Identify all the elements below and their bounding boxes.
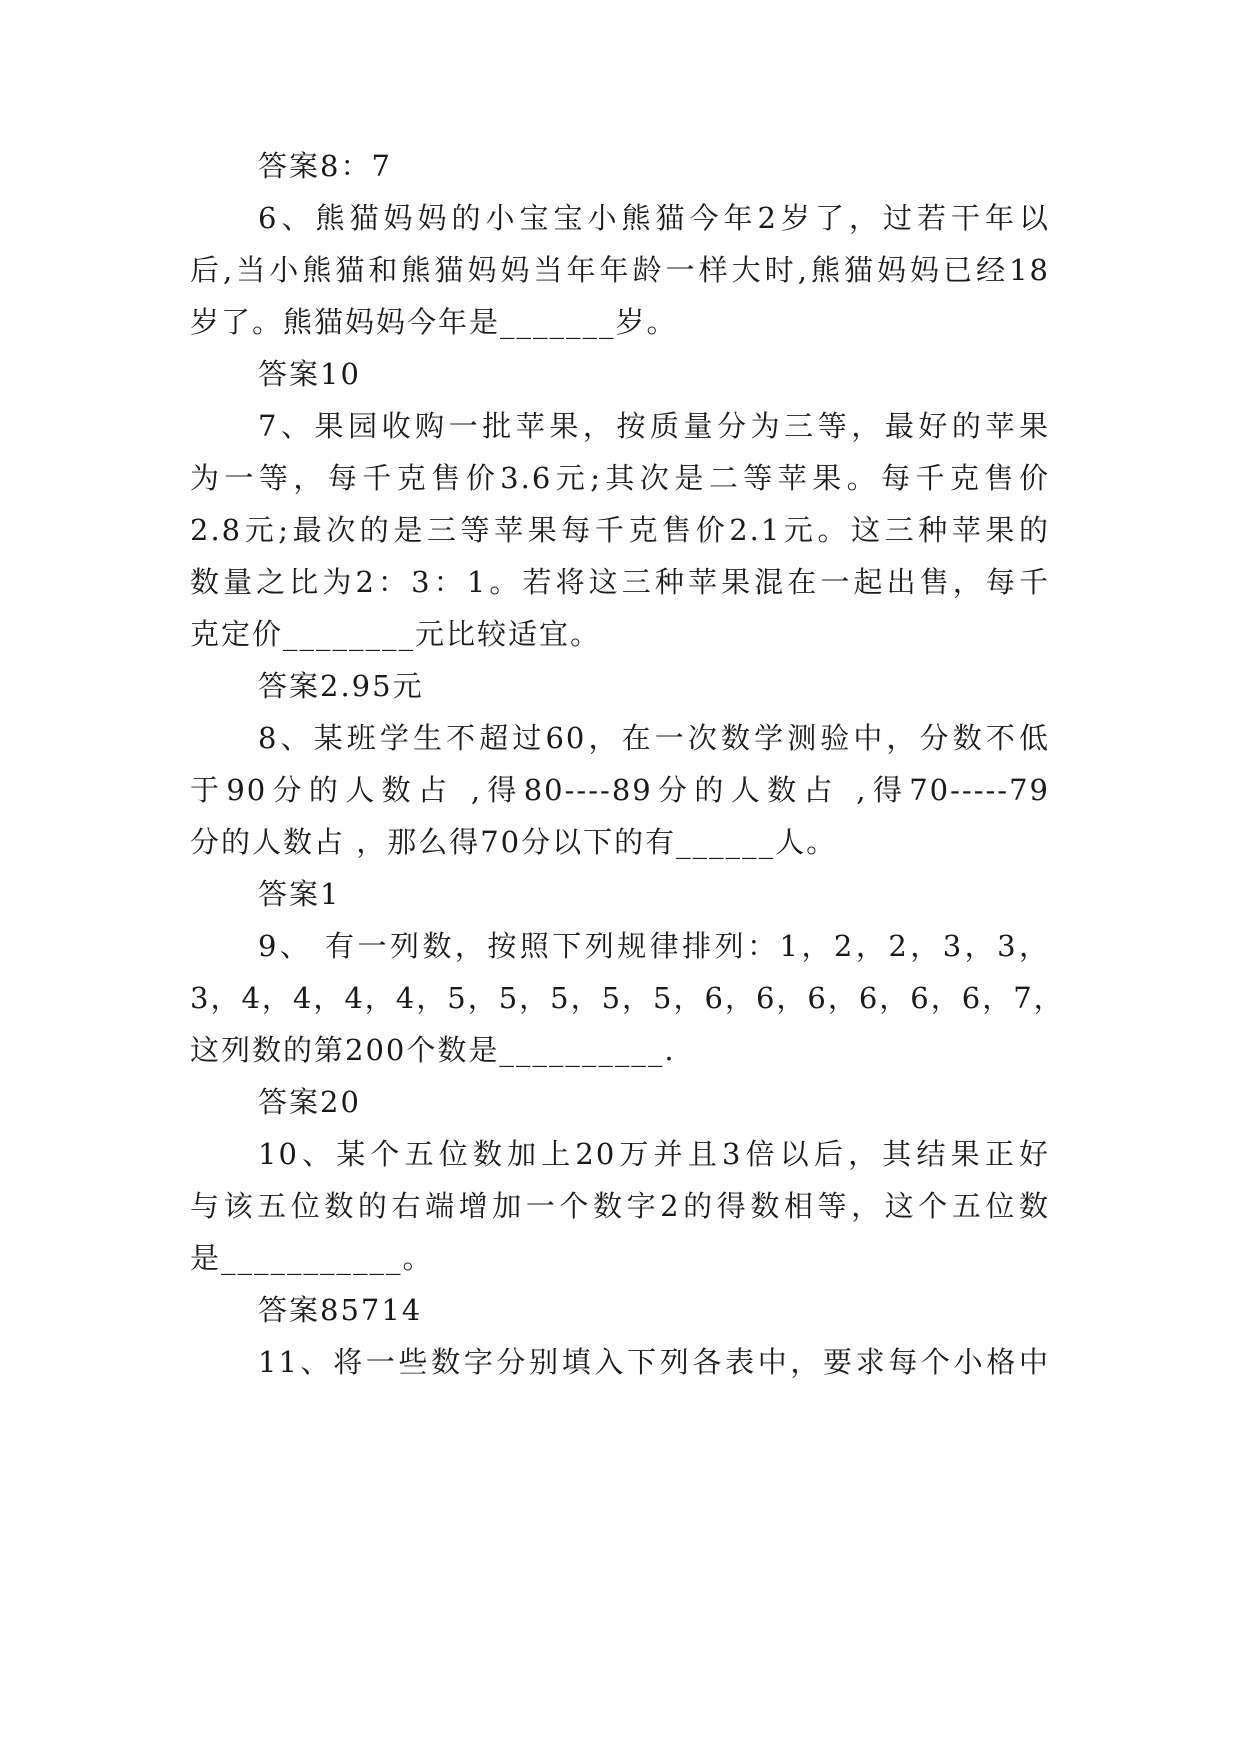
answer-line: 答案20 [258,1085,361,1119]
question-8-line-3: 分的人数占 ，那么得70分以下的有______人。 [190,825,838,859]
answer-line: 答案10 [258,357,361,391]
question-7-line-4: 数量之比为2：3：1。若将这三种苹果混在一起出售，每千 [190,565,1050,599]
question-6-line-2: 后,当小熊猫和熊猫妈妈当年年龄一样大时,熊猫妈妈已经18 [190,253,1050,287]
question-9-line-1: 9、 有一列数，按照下列规律排列：1，2，2，3，3， [258,929,1050,963]
question-8-line-2: 于90分的人数占 ,得80----89分的人数占 ,得70-----79 [190,773,1050,807]
question-7-line-5: 克定价________元比较适宜。 [190,617,602,651]
question-11-line-1: 11、将一些数字分别填入下列各表中，要求每个小格中 [258,1345,1050,1379]
answer-line: 答案85714 [258,1293,423,1327]
question-9-line-3: 这列数的第200个数是__________. [190,1033,676,1067]
question-7-line-2: 为一等，每千克售价3.6元;其次是二等苹果。每千克售价 [190,461,1050,495]
answer-line: 答案8：7 [258,149,392,183]
question-10-line-3: 是___________。 [190,1241,434,1275]
question-7-line-1: 7、果园收购一批苹果，按质量分为三等，最好的苹果 [258,409,1050,443]
question-10-line-1: 10、某个五位数加上20万并且3倍以后，其结果正好 [258,1137,1050,1171]
question-7-line-3: 2.8元;最次的是三等苹果每千克售价2.1元。这三种苹果的 [190,513,1050,547]
question-9-line-2: 3，4，4，4，4，5，5，5，5，5，6，6，6，6，6，6，7， [190,981,1065,1015]
question-10-line-2: 与该五位数的右端增加一个数字2的得数相等，这个五位数 [190,1189,1050,1223]
question-6-line-1: 6、熊猫妈妈的小宝宝小熊猫今年2岁了，过若干年以 [258,201,1050,235]
question-8-line-1: 8、某班学生不超过60，在一次数学测验中，分数不低 [258,721,1050,755]
answer-line: 答案1 [258,877,341,911]
question-6-line-3: 岁了。熊猫妈妈今年是_______岁。 [190,305,678,339]
answer-line: 答案2.95元 [258,669,424,703]
